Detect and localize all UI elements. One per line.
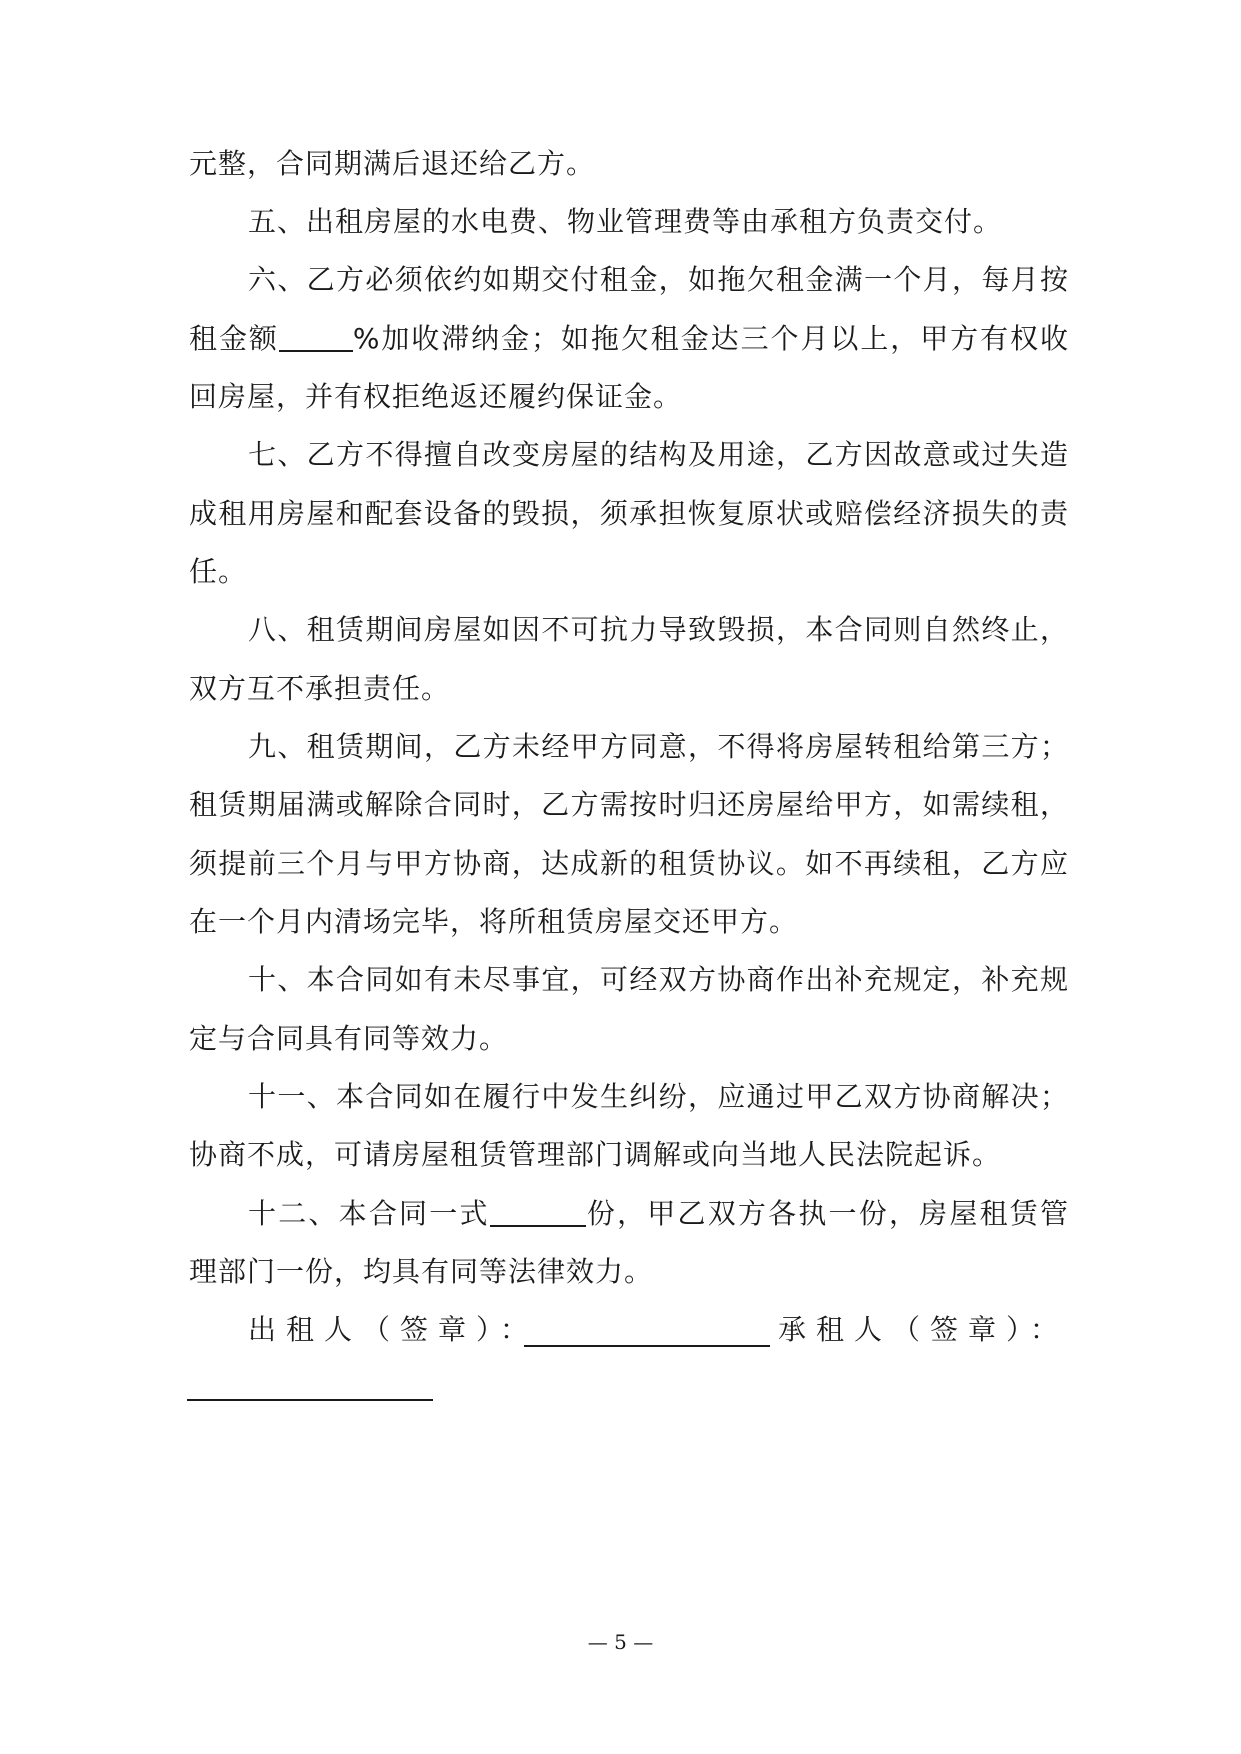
- paragraph-line: 元整，合同期满后退还给乙方。: [189, 147, 596, 180]
- paragraph-line: 成租用房屋和配套设备的毁损，须承担恢复原状或赔偿经济损失的责: [189, 497, 1069, 530]
- paragraph-line: [189, 322, 1069, 356]
- clause-8: 八、租赁期间房屋如因不可抗力导致毁损，本合同则自然终止，: [248, 613, 1069, 646]
- text-run: %加收滞纳金；如拖欠租金达三个月以上，甲方有权收: [352, 322, 1069, 355]
- paragraph-line: 双方互不承担责任。: [189, 672, 451, 705]
- clause-10: 十、本合同如有未尽事宜，可经双方协商作出补充规定，补充规: [248, 963, 1069, 996]
- paragraph-line: 须提前三个月与甲方协商，达成新的租赁协议。如不再续租，乙方应: [189, 847, 1069, 880]
- paragraph-line: 协商不成，可请房屋租赁管理部门调解或向当地人民法院起诉。: [189, 1138, 1002, 1171]
- lessee-signature-label: 承租人（签章）：: [778, 1313, 1069, 1346]
- clause-7: 七、乙方不得擅自改变房屋的结构及用途，乙方因故意或过失造: [248, 438, 1069, 471]
- lessee-signature-line: [187, 1399, 433, 1401]
- lessor-signature-line: [524, 1345, 770, 1347]
- paragraph-line: 在一个月内清场完毕，将所租赁房屋交还甲方。: [189, 905, 799, 938]
- paragraph-line: 定与合同具有同等效力。: [189, 1022, 509, 1055]
- lessor-signature-label: 出租人（签章）：: [248, 1313, 539, 1346]
- clause-12: [248, 1197, 1069, 1231]
- text-run: 份，甲乙双方各执一份，房屋租赁管: [585, 1197, 1069, 1230]
- clause-6: 六、乙方必须依约如期交付租金，如拖欠租金满一个月，每月按: [248, 263, 1069, 296]
- paragraph-line: 租赁期届满或解除合同时，乙方需按时归还房屋给甲方，如需续租，: [189, 788, 1069, 821]
- clause-5: 五、出租房屋的水电费、物业管理费等由承租方负责交付。: [248, 205, 1003, 238]
- paragraph-line: 任。: [189, 555, 248, 588]
- clause-11: 十一、本合同如在履行中发生纠纷，应通过甲乙双方协商解决；: [248, 1080, 1069, 1113]
- text-run: 租金额: [189, 322, 279, 355]
- paragraph-line: 回房屋，并有权拒绝返还履约保证金。: [189, 380, 683, 413]
- fill-blank: [490, 1199, 586, 1227]
- clause-9: 九、租赁期间，乙方未经甲方同意，不得将房屋转租给第三方；: [248, 730, 1069, 763]
- fill-blank: [279, 324, 353, 352]
- page-number: — 5 —: [587, 1630, 654, 1654]
- text-run: 十二、本合同一式: [248, 1197, 490, 1230]
- paragraph-line: 理部门一份，均具有同等法律效力。: [189, 1255, 654, 1288]
